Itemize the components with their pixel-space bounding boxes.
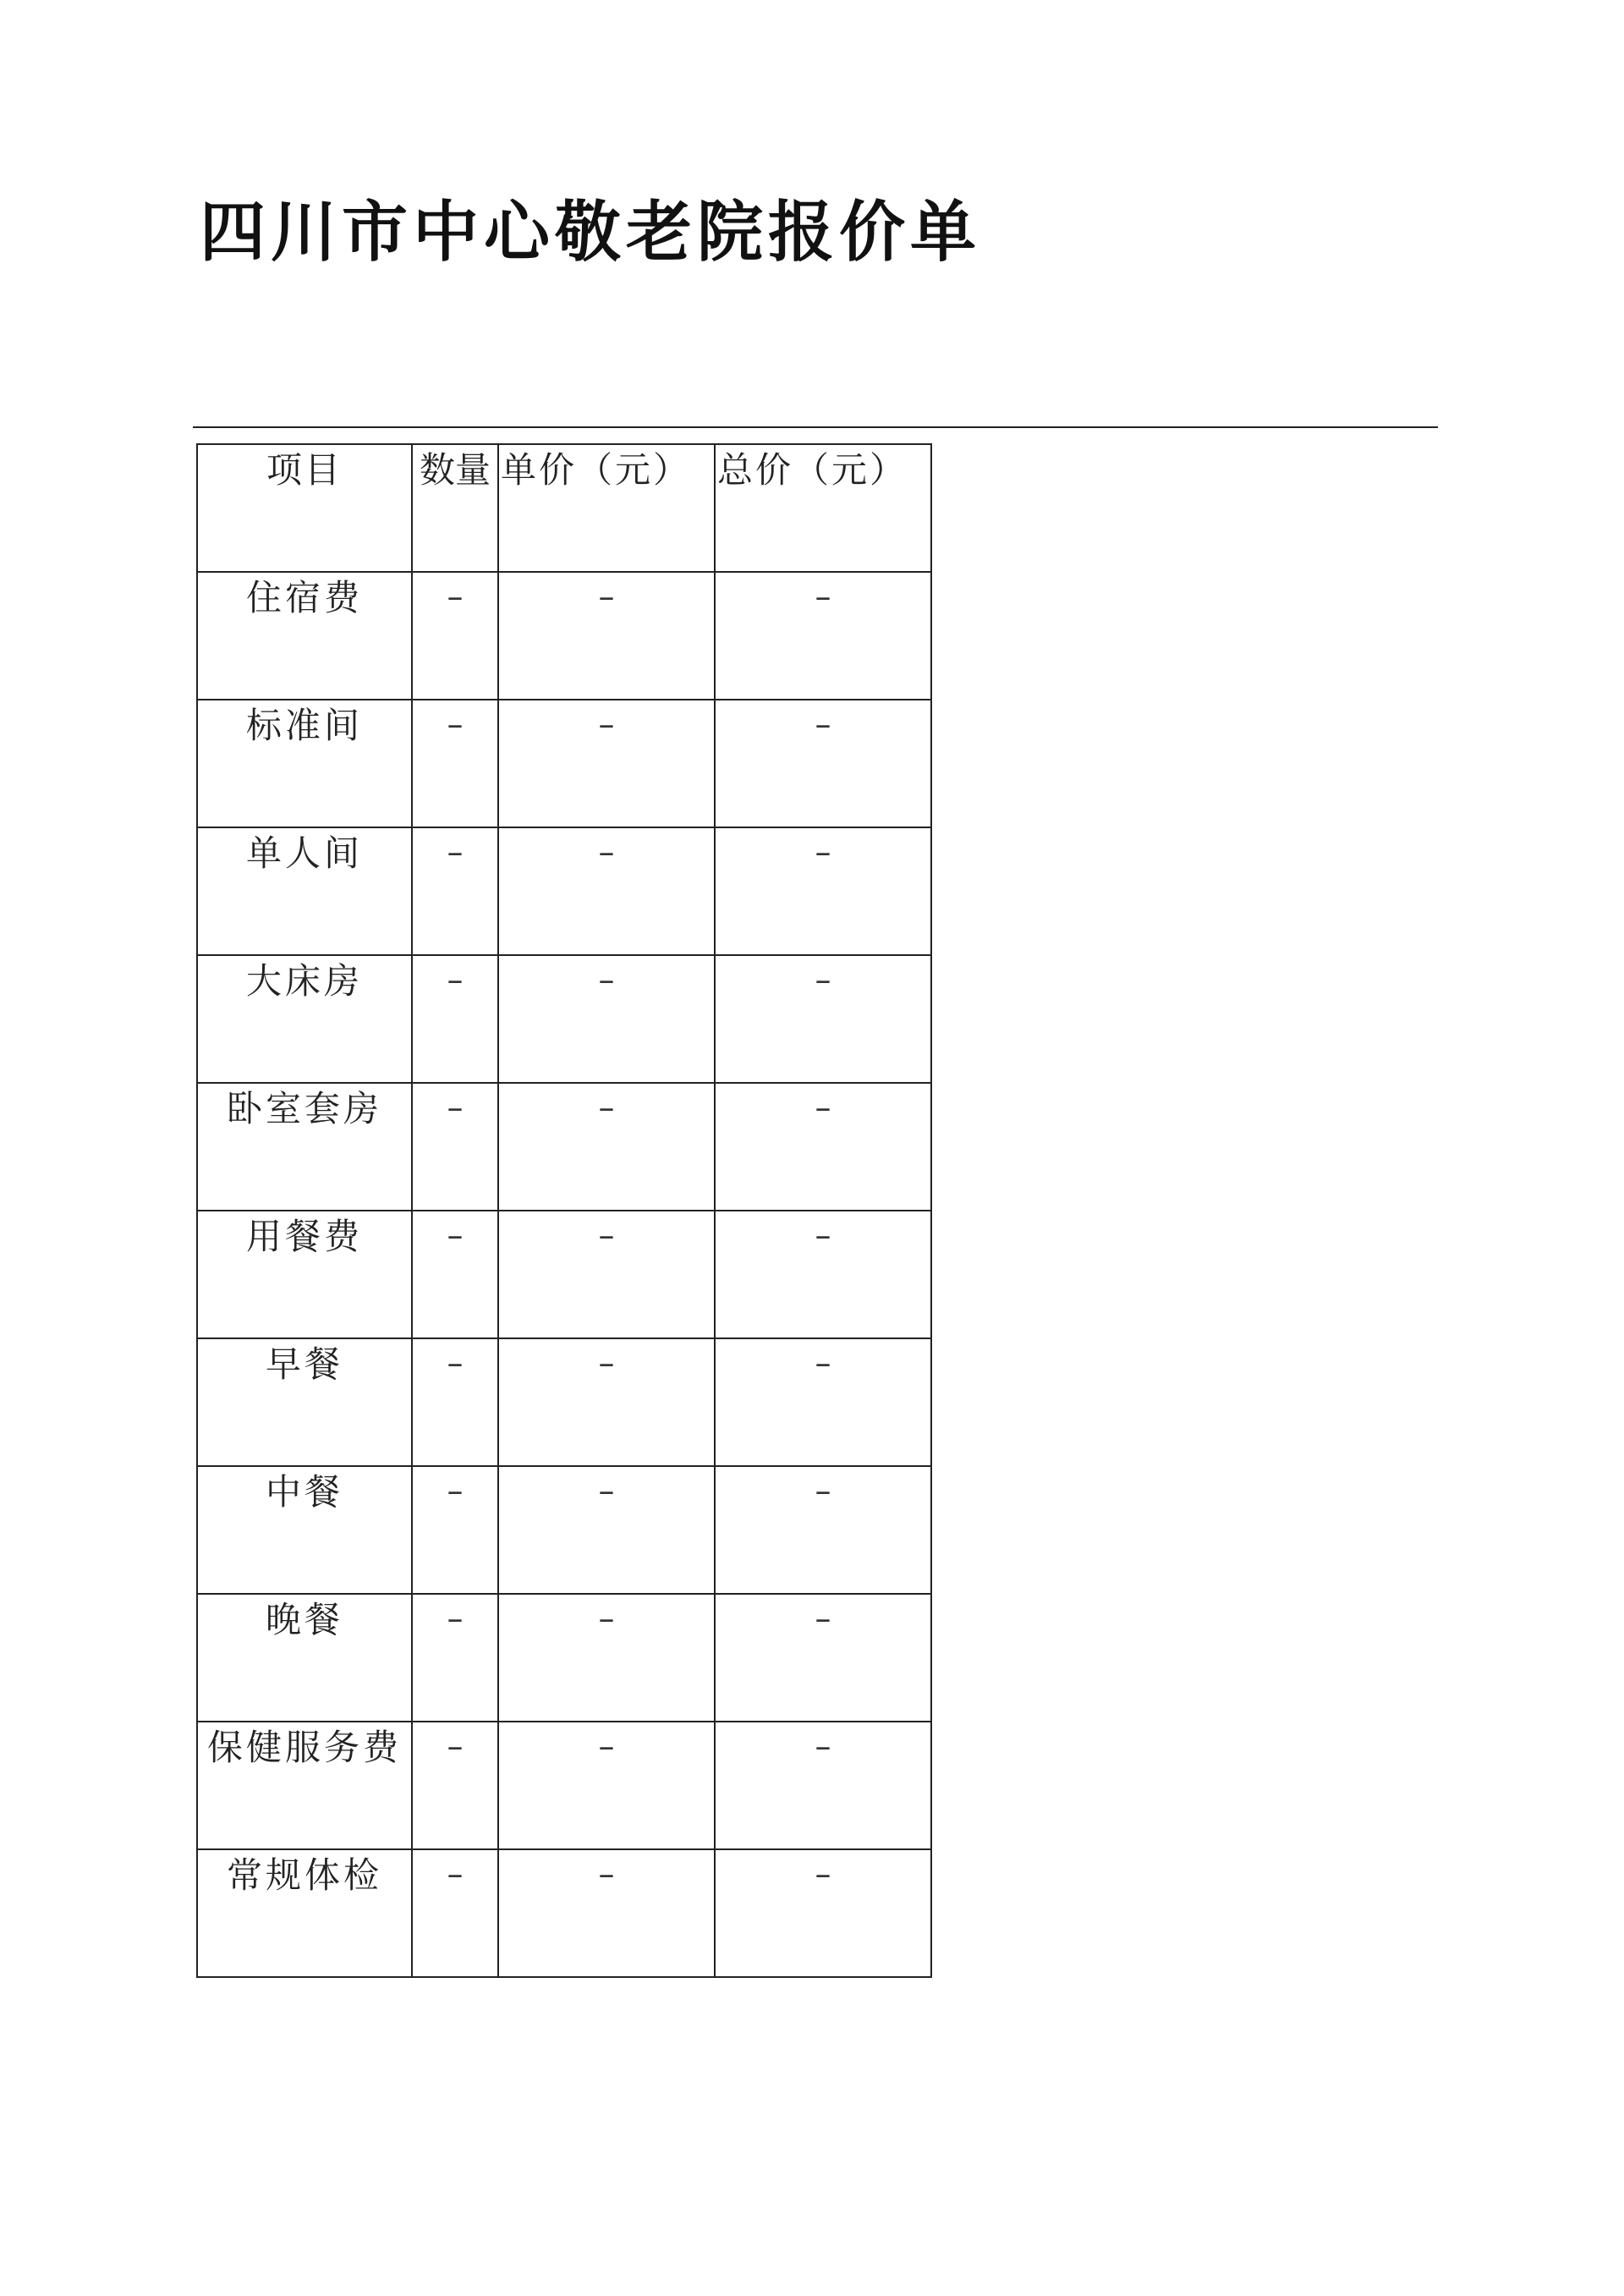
quantity-cell-value: – <box>447 1855 464 1892</box>
unit-price-cell <box>498 1722 715 1849</box>
total-price-cell-value: – <box>815 1344 831 1381</box>
table-header-row <box>197 444 931 572</box>
total-price-cell <box>715 572 931 700</box>
item-cell-value: 标准间 <box>245 705 363 746</box>
unit-price-cell-value: – <box>598 1600 615 1637</box>
item-cell-value: 晚餐 <box>265 1599 343 1640</box>
quantity-cell-value: – <box>447 1217 464 1254</box>
item-cell-value: 早餐 <box>265 1343 343 1385</box>
quantity-cell <box>412 1722 498 1849</box>
unit-price-cell <box>498 1594 715 1722</box>
quantity-cell-value: – <box>447 833 464 871</box>
table-row <box>197 955 931 1083</box>
item-cell <box>197 700 412 827</box>
table-row <box>197 1083 931 1211</box>
quantity-cell <box>412 572 498 700</box>
quantity-cell <box>412 1211 498 1338</box>
item-cell-value: 大床房 <box>245 960 363 1002</box>
unit-price-cell <box>498 1083 715 1211</box>
total-price-cell <box>715 1083 931 1211</box>
item-cell <box>197 572 412 700</box>
item-cell <box>197 955 412 1083</box>
table-row <box>197 1722 931 1849</box>
item-cell-value: 卧室套房 <box>226 1088 382 1129</box>
total-price-cell <box>715 1466 931 1594</box>
table-row <box>197 1338 931 1466</box>
header-unit-price-label: 单价（元） <box>501 449 692 491</box>
item-cell <box>197 827 412 955</box>
total-price-cell <box>715 1722 931 1849</box>
total-price-cell-value: – <box>815 1217 831 1254</box>
total-price-cell <box>715 1594 931 1722</box>
table-row <box>197 1594 931 1722</box>
item-cell <box>197 1338 412 1466</box>
quantity-cell-value: – <box>447 578 464 615</box>
unit-price-cell-value: – <box>598 1727 615 1765</box>
quantity-cell-value: – <box>447 1472 464 1509</box>
header-quantity <box>412 444 498 572</box>
total-price-cell-value: – <box>815 1472 831 1509</box>
unit-price-cell-value: – <box>598 1217 615 1254</box>
unit-price-cell-value: – <box>598 961 615 998</box>
unit-price-cell <box>498 827 715 955</box>
quantity-cell-value: – <box>447 706 464 743</box>
header-item-label: 项目 <box>266 449 343 491</box>
total-price-cell-value: – <box>815 1727 831 1765</box>
item-cell-value: 用餐费 <box>245 1216 363 1257</box>
total-price-cell-value: – <box>815 706 831 743</box>
header-quantity-label: 数量 <box>419 449 491 491</box>
total-price-cell-value: – <box>815 961 831 998</box>
total-price-cell-value: – <box>815 1600 831 1637</box>
item-cell <box>197 1594 412 1722</box>
quantity-cell <box>412 1338 498 1466</box>
item-cell-value: 常规体检 <box>226 1854 382 1896</box>
unit-price-cell-value: – <box>598 1855 615 1892</box>
document-title: 四川市中心敬老院报价单 <box>200 194 982 271</box>
total-price-cell <box>715 827 931 955</box>
unit-price-cell <box>498 572 715 700</box>
quantity-cell <box>412 1083 498 1211</box>
unit-price-cell <box>498 700 715 827</box>
header-item <box>197 444 412 572</box>
item-cell <box>197 1211 412 1338</box>
total-price-cell <box>715 1338 931 1466</box>
quantity-cell <box>412 827 498 955</box>
item-cell-value: 单人间 <box>245 832 363 874</box>
item-cell-value: 中餐 <box>265 1471 343 1513</box>
quantity-cell-value: – <box>447 1727 464 1765</box>
unit-price-cell <box>498 1466 715 1594</box>
quantity-cell-value: – <box>447 1344 464 1381</box>
item-cell-value: 住宿费 <box>245 577 363 618</box>
total-price-cell <box>715 700 931 827</box>
unit-price-cell-value: – <box>598 578 615 615</box>
table-row <box>197 827 931 955</box>
table-row <box>197 572 931 700</box>
quantity-cell <box>412 955 498 1083</box>
unit-price-cell <box>498 1211 715 1338</box>
title-divider <box>193 426 1438 428</box>
total-price-cell <box>715 955 931 1083</box>
unit-price-cell-value: – <box>598 1344 615 1381</box>
header-total-price-label: 总价（元） <box>717 449 908 491</box>
unit-price-cell-value: – <box>598 1472 615 1509</box>
quantity-cell-value: – <box>447 1089 464 1126</box>
quote-table <box>196 443 932 1978</box>
unit-price-cell <box>498 955 715 1083</box>
total-price-cell-value: – <box>815 833 831 871</box>
table-row <box>197 1466 931 1594</box>
header-total-price <box>715 444 931 572</box>
total-price-cell <box>715 1849 931 1977</box>
total-price-cell-value: – <box>815 578 831 615</box>
unit-price-cell-value: – <box>598 1089 615 1126</box>
item-cell <box>197 1849 412 1977</box>
total-price-cell-value: – <box>815 1855 831 1892</box>
header-unit-price <box>498 444 715 572</box>
total-price-cell <box>715 1211 931 1338</box>
table-row <box>197 700 931 827</box>
quantity-cell <box>412 1594 498 1722</box>
unit-price-cell <box>498 1338 715 1466</box>
total-price-cell-value: – <box>815 1089 831 1126</box>
item-cell <box>197 1466 412 1594</box>
item-cell-value: 保健服务费 <box>206 1727 402 1768</box>
table-row <box>197 1849 931 1977</box>
table-row <box>197 1211 931 1338</box>
unit-price-cell-value: – <box>598 706 615 743</box>
quantity-cell-value: – <box>447 961 464 998</box>
quantity-cell-value: – <box>447 1600 464 1637</box>
unit-price-cell-value: – <box>598 833 615 871</box>
quantity-cell <box>412 1849 498 1977</box>
item-cell <box>197 1722 412 1849</box>
item-cell <box>197 1083 412 1211</box>
quantity-cell <box>412 1466 498 1594</box>
quantity-cell <box>412 700 498 827</box>
unit-price-cell <box>498 1849 715 1977</box>
